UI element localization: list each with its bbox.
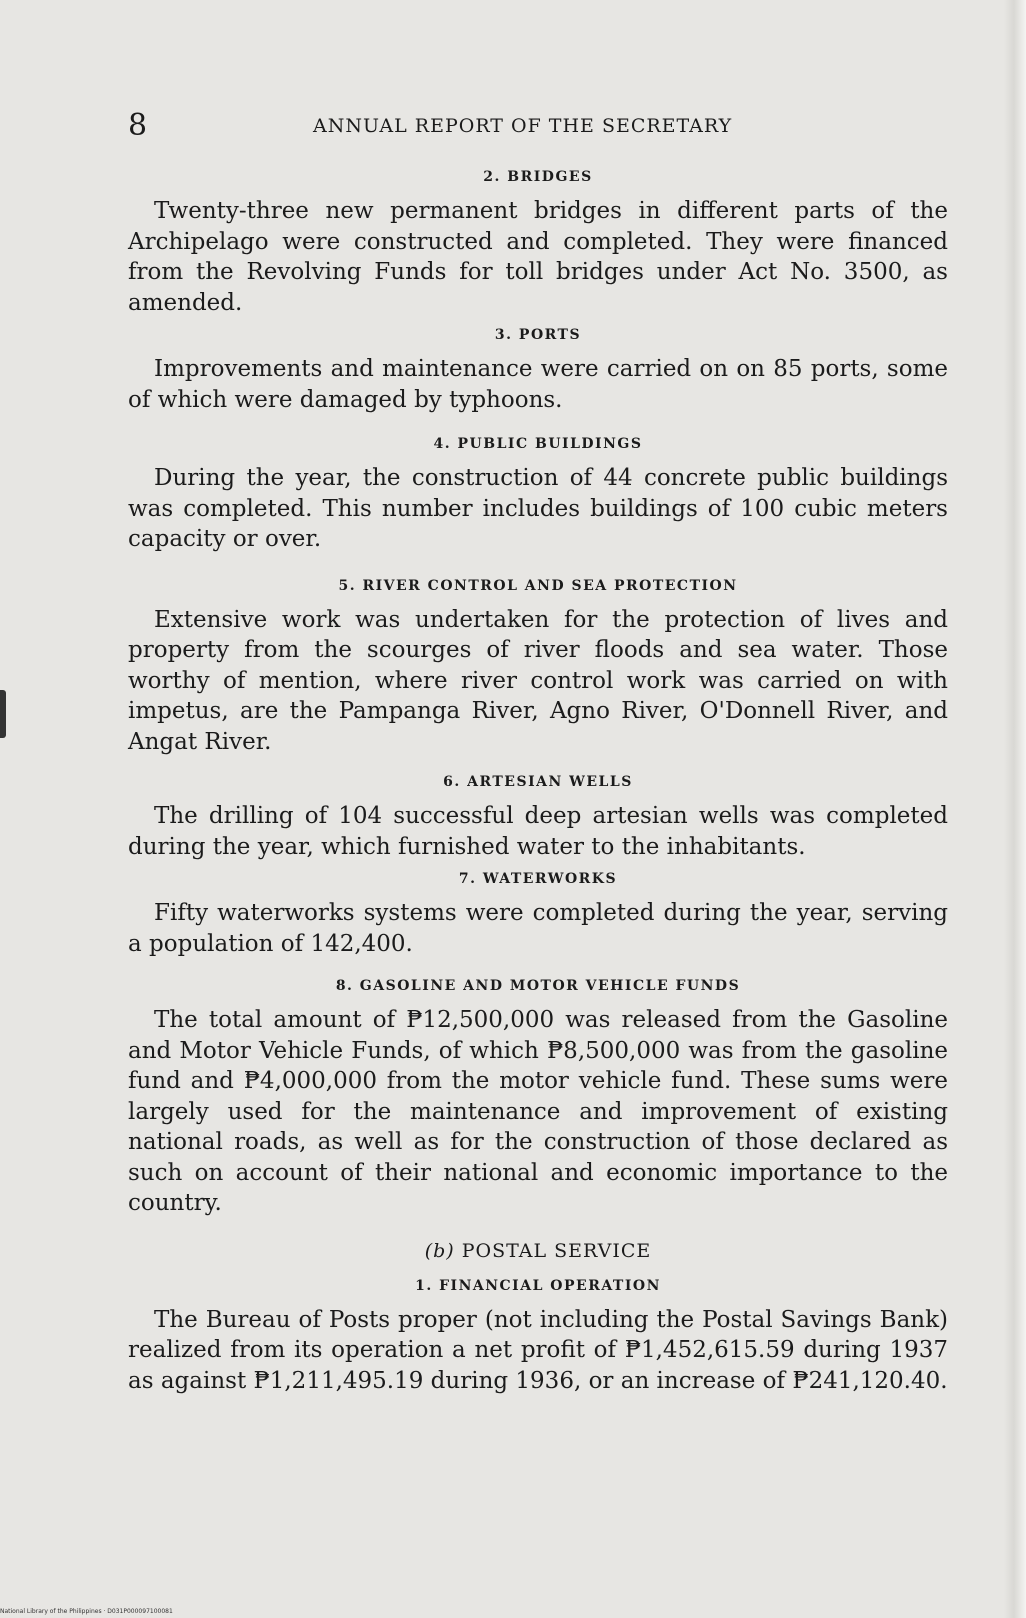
section-heading-ports: 3. PORTS xyxy=(494,327,582,343)
postal-service-title: POSTAL SERVICE xyxy=(461,1239,652,1262)
section-heading-financial-operation: 1. FINANCIAL OPERATION xyxy=(415,1277,661,1294)
page-edge-shadow xyxy=(1004,0,1026,1618)
section-text-ports: Improvements and maintenance were carried on on 85 ports, some of which were damaged by typhoons. xyxy=(128,356,948,413)
binding-mark xyxy=(0,690,6,738)
postal-service-label: (b) xyxy=(424,1239,455,1262)
section-text-waterworks: Fifty waterworks systems were completed during the year, serving a population of 142,400. xyxy=(128,900,948,957)
section-heading-public-buildings: 4. PUBLIC BUILDINGS xyxy=(433,436,643,452)
section-text-financial-operation: The Bureau of Posts proper (not including the Postal Savings Bank) realized from its operation a net profit of ₱1,452,615.59 during 1937 as against ₱1,211,495.19 during 1936, or an increase of ₱241,120.40. xyxy=(128,1306,948,1394)
section-heading-artesian-wells: 6. ARTESIAN WELLS xyxy=(443,774,633,790)
section-text-river-control: Extensive work was undertaken for the protection of lives and property from the scourges of river floods and sea water. Those worthy of mention, where river control work was carried on with impetus, are the Pampanga River, Agno River, O'Donnell River, and Angat River. xyxy=(128,606,948,755)
page-number: 8 xyxy=(128,108,148,143)
section-heading-waterworks: 7. WATERWORKS xyxy=(458,871,618,887)
page-header xyxy=(128,106,948,146)
section-text-artesian-wells: The drilling of 104 successful deep artesian wells was completed during the year, which furnished water to the inhabitants. xyxy=(128,803,948,860)
section-heading-gasoline-funds: 8. GASOLINE AND MOTOR VEHICLE FUNDS xyxy=(335,978,741,994)
section-heading-river-control: 5. RIVER CONTROL AND SEA PROTECTION xyxy=(338,577,738,594)
section-text-bridges: Twenty-three new permanent bridges in different parts of the Archipelago were constructed and completed. They were financed from the Revolving Funds for toll bridges under Act No. 3500, as amended. xyxy=(128,198,948,316)
page-body xyxy=(128,168,948,1396)
section-heading-bridges: 2. BRIDGES xyxy=(483,169,593,185)
postal-service-heading xyxy=(128,1239,948,1263)
section-text-gasoline-funds: The total amount of ₱12,500,000 was released from the Gasoline and Motor Vehicle Funds, of which ₱8,500,000 was from the gasoline fund and ₱4,000,000 from the motor vehicle fund. These sums were largely used for the maintenance and improvement of existing national roads, as well as for the construction of those declared as such on account of their national and economic importance to the country. xyxy=(128,1007,948,1216)
section-text-public-buildings: During the year, the construction of 44 concrete public buildings was completed. This number includes buildings of 100 cubic meters capacity or over. xyxy=(128,465,948,552)
footer-watermark: National Library of the Philippines · D031P000097100081 xyxy=(0,1608,173,1615)
running-title: ANNUAL REPORT OF THE SECRETARY xyxy=(313,115,733,137)
